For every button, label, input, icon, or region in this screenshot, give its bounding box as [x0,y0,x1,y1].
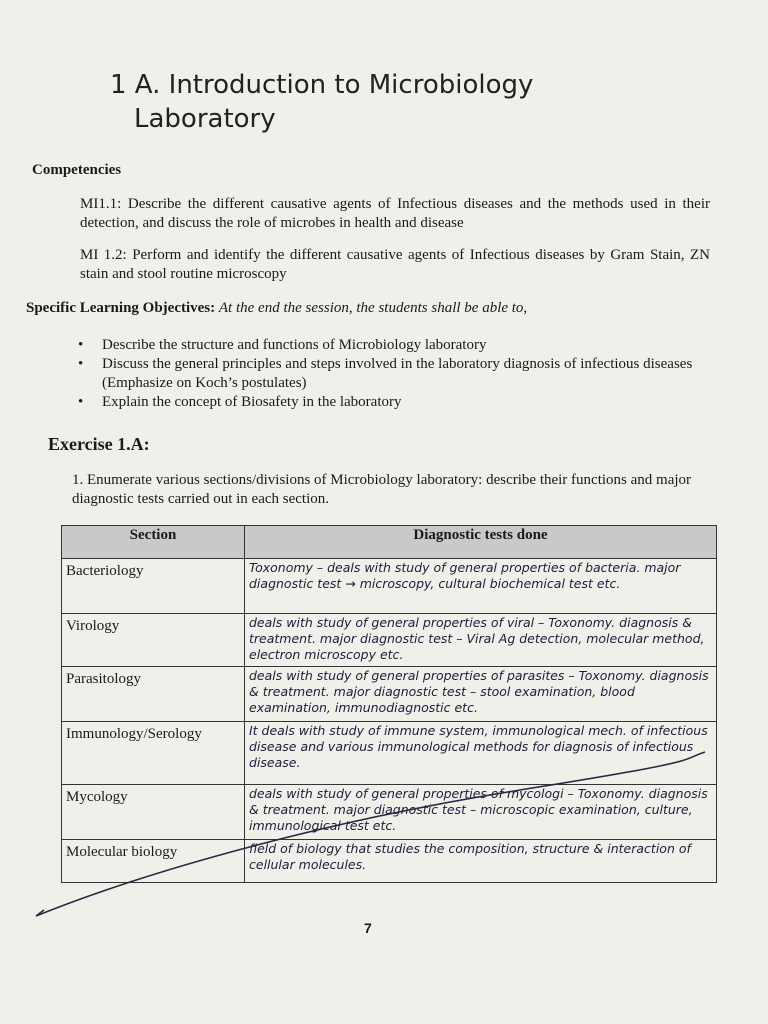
column-header-section: Section [62,526,245,559]
sections-table [61,525,717,883]
learning-objectives-intro [26,300,726,317]
objective-item: • Explain the concept of Biosafety in the laboratory [78,393,718,412]
objectives-list [78,336,718,412]
handwritten-answer: It deals with study of immune system, immunological mech. of infectious disease and various immunological methods for diagnosis of infectious disease. [245,722,717,785]
page-number: 7 [364,920,372,936]
table-header-row [62,526,717,559]
section-name: Molecular biology [62,840,245,883]
column-header-diagnostic-tests: Diagnostic tests done [245,526,717,559]
section-name: Mycology [62,785,245,840]
objective-item: • Discuss the general principles and steps involved in the laboratory diagnosis of infectious diseases (Emphasize on Koch’s postulates) [78,355,718,393]
title-line-1: 1 A. Introduction to Microbiology [110,70,534,100]
table-row [62,785,717,840]
handwritten-answer: deals with study of general properties of viral – Toxonomy. diagnosis & treatment. major diagnostic test – Viral Ag detection, molecular method, electron microscopy etc. [245,614,717,667]
table-row [62,840,717,883]
handwritten-answer: Toxonomy – deals with study of general properties of bacteria. major diagnostic test → microscopy, cultural biochemical test etc. [245,559,717,614]
section-name: Bacteriology [62,559,245,614]
section-name: Virology [62,614,245,667]
competencies-heading: Competencies [32,162,122,178]
learning-objectives-heading: Specific Learning Objectives: [26,300,216,316]
section-name: Immunology/Serology [62,722,245,785]
learning-objectives-intro-text: At the end the session, the students shall be able to, [218,300,528,316]
competency-item: MI 1.2: Perform and identify the different causative agents of Infectious diseases by Gram Stain, ZN stain and stool routine microscopy [80,247,710,282]
section-name: Parasitology [62,667,245,722]
handwritten-answer: field of biology that studies the composition, structure & interaction of cellular molecules. [245,840,717,883]
objective-item: • Describe the structure and functions of Microbiology laboratory [78,336,718,355]
exercise-heading: Exercise 1.A: [48,434,150,454]
table-row [62,614,717,667]
handwritten-answer: deals with study of general properties of mycologi – Toxonomy. diagnosis & treatment. major diagnostic test – microscopic examination, culture, immunological test etc. [245,785,717,840]
title-line-2: Laboratory [134,104,276,134]
table-row [62,722,717,785]
table-row [62,559,717,614]
page-title [110,68,533,136]
exercise-question: 1. Enumerate various sections/divisions of Microbiology laboratory: describe their functions and major diagnostic tests carried out in each section. [72,472,692,507]
table-row [62,667,717,722]
competency-item: MI1.1: Describe the different causative agents of Infectious diseases and the methods used in their detection, and discuss the role of microbes in health and disease [80,196,710,231]
handwritten-answer: deals with study of general properties of parasites – Toxonomy. diagnosis & treatment. major diagnostic test – stool examination, blood examination, immunodiagnostic etc. [245,667,717,722]
